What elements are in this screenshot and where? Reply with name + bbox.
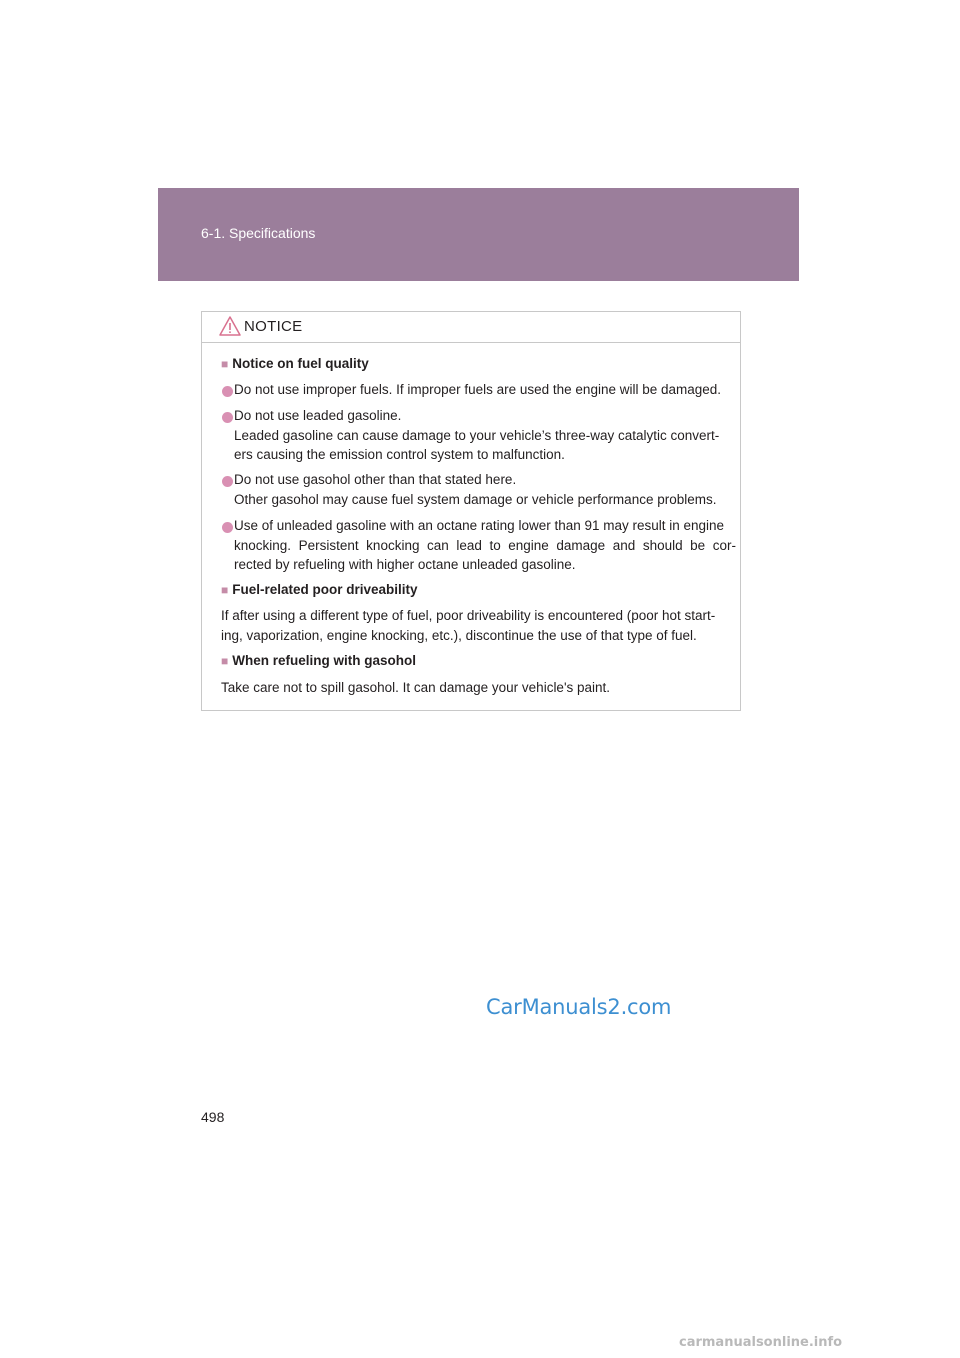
bullet-line: Do not use improper fuels. If improper fuels are used the engine will be damaged. xyxy=(234,382,722,397)
bullet-line: ers causing the emission control system to malfunction. xyxy=(234,447,565,462)
square-bullet-icon: ■ xyxy=(221,654,229,668)
warning-triangle-icon xyxy=(219,316,241,336)
section-heading-fuel-quality: ■ Notice on fuel quality xyxy=(221,356,369,371)
section-title: 6-1. Specifications xyxy=(201,225,316,241)
bullet-line: Other gasohol may cause fuel system damage or vehicle performance problems. xyxy=(234,492,717,507)
bullet-line: Do not use gasohol other than that stated here. xyxy=(234,472,517,487)
watermark-link[interactable]: CarManuals2.com xyxy=(486,995,672,1019)
footer-watermark: carmanualsonline.info xyxy=(679,1335,843,1350)
square-bullet-icon: ■ xyxy=(221,357,229,371)
bullet-line: Leaded gasoline can cause damage to your vehicle’s three-way catalytic convert- xyxy=(234,428,720,443)
circle-bullet-icon xyxy=(222,522,233,533)
section-heading-poor-driveability: ■ Fuel-related poor driveability xyxy=(221,582,418,597)
page-number: 498 xyxy=(201,1109,225,1125)
section-heading-refueling-gasohol: ■ When refueling with gasohol xyxy=(221,653,416,668)
circle-bullet-icon xyxy=(222,386,233,397)
bullet-line: Use of unleaded gasoline with an octane rating lower than 91 may result in engine xyxy=(234,518,725,533)
bullet-line: Do not use leaded gasoline. xyxy=(234,408,402,423)
bullet-line: rected by refueling with higher octane unleaded gasoline. xyxy=(234,557,576,572)
circle-bullet-icon xyxy=(222,412,233,423)
notice-box xyxy=(201,311,741,711)
paragraph-line: Take care not to spill gasohol. It can damage your vehicle's paint. xyxy=(221,680,611,695)
circle-bullet-icon xyxy=(222,476,233,487)
notice-label: NOTICE xyxy=(244,318,303,335)
header-band xyxy=(158,188,799,281)
notice-header xyxy=(202,312,740,343)
bullet-line: knocking. Persistent knocking can lead to engine damage and should be cor- xyxy=(234,538,736,553)
paragraph-line: If after using a different type of fuel, poor driveability is encountered (poor hot start- xyxy=(221,608,716,623)
paragraph-line: ing, vaporization, engine knocking, etc.), discontinue the use of that type of fuel. xyxy=(221,628,697,643)
square-bullet-icon: ■ xyxy=(221,583,229,597)
